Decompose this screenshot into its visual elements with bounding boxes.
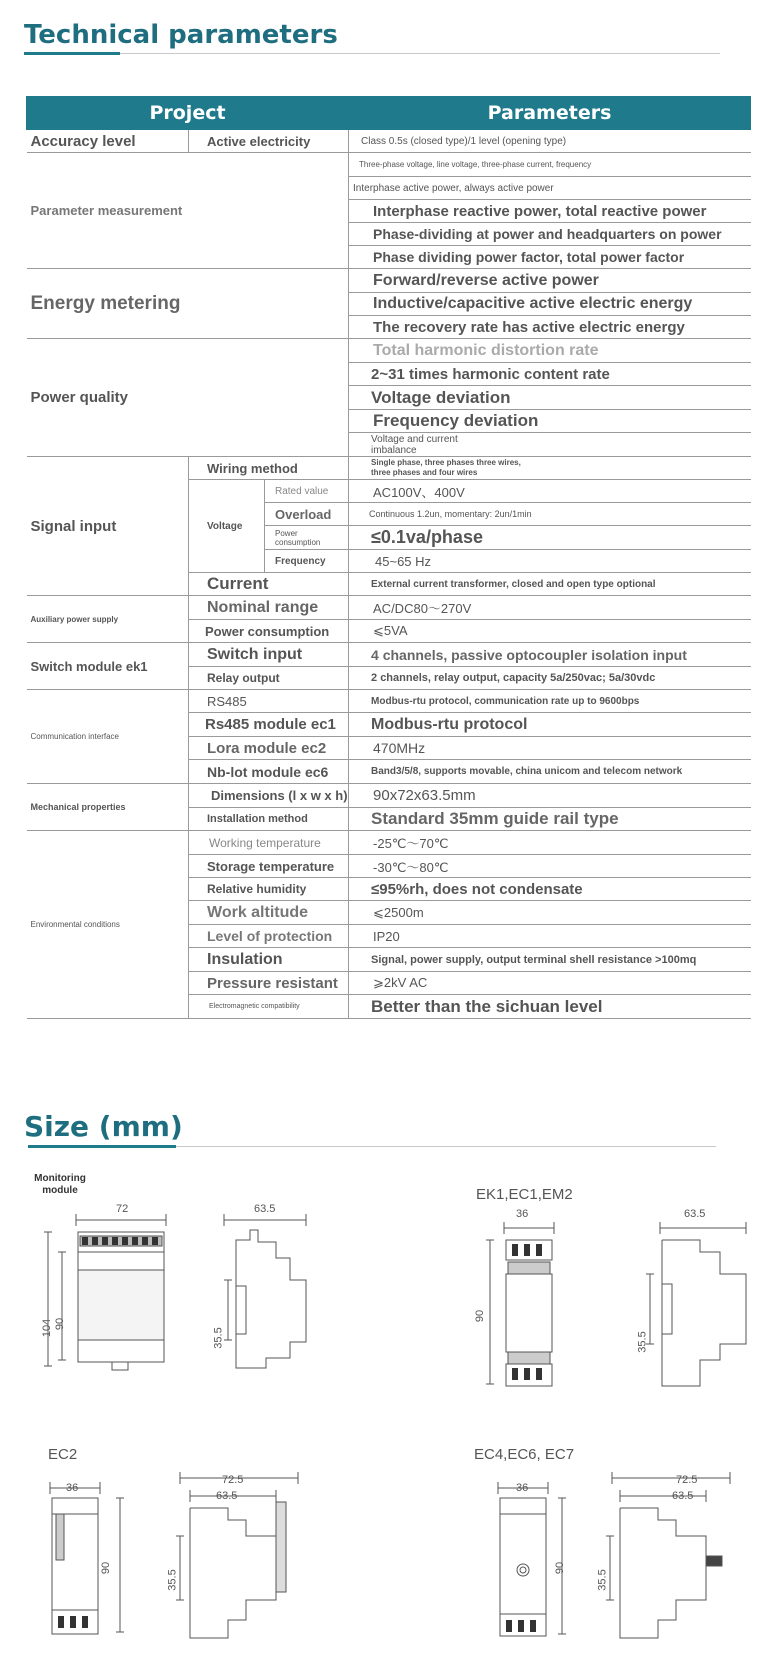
env-label: Relative humidity — [189, 878, 349, 901]
env-label: Working temperature — [189, 831, 349, 855]
env-label: Level of protection — [189, 925, 349, 948]
voltage-row-value: 45~65 Hz — [349, 550, 751, 573]
env-value: ⩽2500m — [349, 901, 751, 925]
voltage-row-label: Frequency — [265, 550, 349, 573]
quality-value: Frequency deviation — [349, 410, 751, 433]
aux-label: Nominal range — [189, 596, 349, 620]
page-title: Technical parameters — [24, 20, 338, 50]
measurement-value: Phase-dividing at power and headquarters on power — [349, 223, 751, 246]
measurement-value: Phase dividing power factor, total power factor — [349, 246, 751, 269]
current-value: External current transformer, closed and open type optional — [349, 573, 751, 596]
ek1-module-drawing — [470, 1218, 770, 1408]
header-project: Project — [27, 97, 349, 130]
ek1-dim-height: 90 — [474, 1309, 487, 1323]
ec4-dim-height: 90 — [554, 1561, 567, 1575]
energy-value: The recovery rate has active electric energy — [349, 316, 751, 339]
ec4-module-drawing — [470, 1470, 770, 1670]
ec4-dim-width: 36 — [516, 1482, 529, 1494]
env-label: Storage temperature — [189, 855, 349, 878]
quality-value: Voltage and current imbalance — [349, 433, 751, 457]
env-value: -25℃～70℃ — [349, 831, 751, 855]
spec-table — [26, 96, 750, 1019]
comm-label: RS485 — [189, 690, 349, 713]
mech-label: Dimensions (l x w x h) — [189, 784, 349, 808]
env-label: Work altitude — [189, 901, 349, 925]
group-mech: Mechanical properties — [27, 784, 189, 831]
voltage-row-label: Power consumption — [265, 526, 349, 550]
ec4-dim-depth-outer: 72.5 — [676, 1474, 698, 1486]
measurement-value: Three-phase voltage, line voltage, three-phase current, frequency — [349, 153, 751, 177]
aux-value: ⩽5VA — [349, 620, 751, 643]
aux-value: AC/DC80～270V — [349, 596, 751, 620]
ec4-dim-depth: 63.5 — [672, 1490, 694, 1502]
wiring-value: Single phase, three phases three wires, three phases and four wires — [349, 457, 751, 480]
group-accuracy: Accuracy level — [27, 130, 189, 153]
header-parameters: Parameters — [349, 97, 751, 130]
env-value: ≤95%rh, does not condensate — [349, 878, 751, 901]
env-value: Better than the sichuan level — [349, 995, 751, 1019]
energy-value: Forward/reverse active power — [349, 269, 751, 293]
current-label: Current — [189, 573, 349, 596]
ek1-dim-rail: 35.5 — [636, 1331, 649, 1353]
title-rule — [120, 53, 720, 54]
dim-width: 72 — [116, 1203, 129, 1215]
switch-value: 4 channels, passive optocoupler isolation input — [349, 643, 751, 667]
ec4-dim-rail: 35.5 — [596, 1569, 609, 1591]
group-quality: Power quality — [27, 339, 349, 457]
quality-value: Total harmonic distortion rate — [349, 339, 751, 363]
voltage-row-label: Overload — [265, 503, 349, 526]
env-label: Electromagnetic compatibility — [189, 995, 349, 1019]
env-value: Signal, power supply, output terminal shell resistance >100mq — [349, 948, 751, 972]
mech-label: Installation method — [189, 808, 349, 831]
ec2-dim-depth: 63.5 — [216, 1490, 238, 1502]
size-title-rule — [176, 1146, 716, 1147]
group-comm: Communication interface — [27, 690, 189, 784]
measurement-value: Interphase active power, always active power — [349, 177, 751, 200]
group-measurement: Parameter measurement — [27, 153, 349, 269]
group-env: Environmental conditions — [27, 831, 189, 1019]
dim-depth: 63.5 — [254, 1203, 276, 1215]
ec2-dim-width: 36 — [66, 1482, 79, 1494]
comm-value: Band3/5/8, supports movable, china unicom and telecom network — [349, 760, 751, 784]
quality-value: 2~31 times harmonic content rate — [349, 363, 751, 386]
env-value: IP20 — [349, 925, 751, 948]
voltage-row-label: Rated value — [265, 480, 349, 503]
ec2-module-drawing — [40, 1470, 340, 1670]
quality-value: Voltage deviation — [349, 386, 751, 410]
accuracy-value: Class 0.5s (closed type)/1 level (opening type) — [349, 130, 751, 153]
voltage-row-value: AC100V、400V — [349, 480, 751, 503]
comm-label: Nb-lot module ec6 — [189, 760, 349, 784]
accuracy-sub: Active electricity — [189, 130, 349, 153]
energy-value: Inductive/capacitive active electric energy — [349, 293, 751, 316]
ek1-dim-width: 36 — [516, 1208, 529, 1220]
dim-height-outer: 104 — [41, 1318, 54, 1338]
env-label: Pressure resistant — [189, 972, 349, 995]
drawing-title-ec4: EC4,EC6, EC7 — [474, 1446, 575, 1463]
comm-label: Lora module ec2 — [189, 737, 349, 760]
comm-value: Modbus-rtu protocol — [349, 713, 751, 737]
dim-rail: 35.5 — [212, 1327, 225, 1349]
env-value: ⩾2kV AC — [349, 972, 751, 995]
title-underline — [24, 52, 120, 55]
drawing-title-ec2: EC2 — [48, 1446, 78, 1463]
ec2-dim-rail: 35.5 — [166, 1569, 179, 1591]
group-aux: Auxiliary power supply — [27, 596, 189, 643]
mech-value: Standard 35mm guide rail type — [349, 808, 751, 831]
voltage-label: Voltage — [189, 480, 265, 573]
switch-label: Switch input — [189, 643, 349, 667]
switch-value: 2 channels, relay output, capacity 5a/250vac; 5a/30vdc — [349, 667, 751, 690]
env-label: Insulation — [189, 948, 349, 972]
dim-height-inner: 90 — [54, 1317, 67, 1331]
drawing-title-monitoring: Monitoring module — [34, 1173, 86, 1196]
comm-value: 470MHz — [349, 737, 751, 760]
group-switch: Switch module ek1 — [27, 643, 189, 690]
group-energy: Energy metering — [27, 269, 349, 339]
comm-value: Modbus-rtu protocol, communication rate up to 9600bps — [349, 690, 751, 713]
group-signal: Signal input — [27, 457, 189, 596]
size-title: Size (mm) — [24, 1110, 183, 1143]
ek1-dim-depth: 63.5 — [684, 1208, 706, 1220]
measurement-value: Interphase reactive power, total reactive power — [349, 200, 751, 223]
comm-label: Rs485 module ec1 — [189, 713, 349, 737]
wiring-label: Wiring method — [189, 457, 349, 480]
mech-value: 90x72x63.5mm — [349, 784, 751, 808]
switch-label: Relay output — [189, 667, 349, 690]
ec2-dim-depth-outer: 72.5 — [222, 1474, 244, 1486]
size-title-underline — [28, 1145, 176, 1148]
drawing-title-ek1: EK1,EC1,EM2 — [476, 1186, 573, 1203]
monitoring-module-drawing — [36, 1200, 326, 1400]
voltage-row-value: Continuous 1.2un, momentary: 2un/1min — [349, 503, 751, 526]
env-value: -30℃～80℃ — [349, 855, 751, 878]
ec2-dim-height: 90 — [100, 1561, 113, 1575]
aux-label: Power consumption — [189, 620, 349, 643]
voltage-row-value: ≤0.1va/phase — [349, 526, 751, 550]
